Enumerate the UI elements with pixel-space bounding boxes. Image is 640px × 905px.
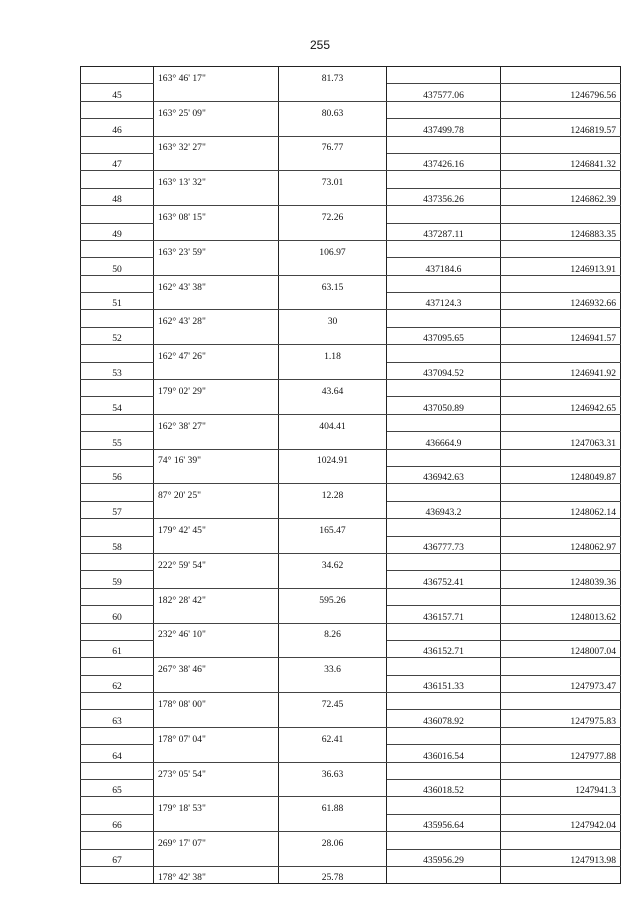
point-row [81, 710, 621, 727]
angle-cell [154, 258, 279, 275]
segment-row [81, 206, 621, 223]
distance-cell: 33.6 [279, 658, 387, 675]
segment-row [81, 310, 621, 327]
y-coordinate-cell: 1247942.04 [501, 814, 621, 831]
angle-cell [154, 397, 279, 414]
point-number-cell [81, 414, 154, 431]
angle-cell: 162° 38' 27" [154, 414, 279, 431]
point-row [81, 432, 621, 449]
point-row [81, 84, 621, 101]
distance-cell [279, 223, 387, 240]
x-coordinate-cell: 436157.71 [387, 606, 501, 623]
y-coordinate-cell [501, 658, 621, 675]
point-number-cell [81, 658, 154, 675]
y-coordinate-cell: 1248039.36 [501, 571, 621, 588]
distance-cell: 76.77 [279, 136, 387, 153]
distance-cell [279, 84, 387, 101]
y-coordinate-cell [501, 275, 621, 292]
x-coordinate-cell: 437095.65 [387, 327, 501, 344]
point-number-cell [81, 762, 154, 779]
point-number-cell [81, 240, 154, 257]
distance-cell: 63.15 [279, 275, 387, 292]
point-number-cell: 53 [81, 362, 154, 379]
angle-cell: 163° 46' 17" [154, 67, 279, 84]
x-coordinate-cell [387, 380, 501, 397]
angle-cell: 269° 17' 07" [154, 832, 279, 849]
y-coordinate-cell [501, 101, 621, 118]
angle-cell: 163° 13' 32" [154, 171, 279, 188]
segment-row [81, 588, 621, 605]
point-number-cell [81, 484, 154, 501]
distance-cell [279, 780, 387, 797]
angle-cell [154, 466, 279, 483]
x-coordinate-cell [387, 866, 501, 883]
x-coordinate-cell [387, 658, 501, 675]
x-coordinate-cell [387, 136, 501, 153]
distance-cell [279, 571, 387, 588]
point-row [81, 606, 621, 623]
distance-cell: 80.63 [279, 101, 387, 118]
x-coordinate-cell: 436777.73 [387, 536, 501, 553]
angle-cell: 179° 18' 53" [154, 797, 279, 814]
y-coordinate-cell [501, 240, 621, 257]
point-number-cell: 58 [81, 536, 154, 553]
distance-cell: 72.26 [279, 206, 387, 223]
y-coordinate-cell [501, 866, 621, 883]
point-number-cell [81, 553, 154, 570]
point-number-cell: 52 [81, 327, 154, 344]
point-row [81, 153, 621, 170]
segment-row [81, 240, 621, 257]
point-number-cell [81, 136, 154, 153]
segment-row [81, 623, 621, 640]
y-coordinate-cell [501, 310, 621, 327]
x-coordinate-cell: 435956.29 [387, 849, 501, 866]
angle-cell [154, 745, 279, 762]
point-number-cell [81, 866, 154, 883]
y-coordinate-cell: 1247973.47 [501, 675, 621, 692]
segment-row [81, 171, 621, 188]
point-number-cell: 50 [81, 258, 154, 275]
x-coordinate-cell: 437094.52 [387, 362, 501, 379]
segment-row [81, 380, 621, 397]
point-number-cell [81, 310, 154, 327]
distance-cell: 28.06 [279, 832, 387, 849]
point-number-cell: 65 [81, 780, 154, 797]
y-coordinate-cell: 1247975.83 [501, 710, 621, 727]
point-number-cell [81, 345, 154, 362]
point-number-cell: 60 [81, 606, 154, 623]
point-row [81, 501, 621, 518]
segment-row [81, 275, 621, 292]
point-number-cell [81, 206, 154, 223]
point-number-cell: 46 [81, 119, 154, 136]
x-coordinate-cell [387, 832, 501, 849]
x-coordinate-cell: 436943.2 [387, 501, 501, 518]
y-coordinate-cell [501, 206, 621, 223]
point-number-cell [81, 519, 154, 536]
x-coordinate-cell: 436151.33 [387, 675, 501, 692]
y-coordinate-cell [501, 67, 621, 84]
angle-cell: 74° 16' 39" [154, 449, 279, 466]
point-number-cell: 51 [81, 293, 154, 310]
point-row [81, 571, 621, 588]
angle-cell [154, 640, 279, 657]
segment-row [81, 136, 621, 153]
y-coordinate-cell [501, 136, 621, 153]
segment-row [81, 101, 621, 118]
distance-cell: 34.62 [279, 553, 387, 570]
distance-cell: 36.63 [279, 762, 387, 779]
segment-row [81, 797, 621, 814]
x-coordinate-cell [387, 797, 501, 814]
segment-row [81, 519, 621, 536]
x-coordinate-cell: 437499.78 [387, 119, 501, 136]
distance-cell [279, 710, 387, 727]
x-coordinate-cell [387, 310, 501, 327]
angle-cell [154, 536, 279, 553]
distance-cell [279, 640, 387, 657]
x-coordinate-cell [387, 519, 501, 536]
y-coordinate-cell [501, 519, 621, 536]
point-number-cell: 45 [81, 84, 154, 101]
point-number-cell [81, 693, 154, 710]
point-number-cell [81, 275, 154, 292]
angle-cell: 163° 25' 09" [154, 101, 279, 118]
angle-cell [154, 675, 279, 692]
y-coordinate-cell: 1246913.91 [501, 258, 621, 275]
segment-row [81, 693, 621, 710]
point-number-cell [81, 67, 154, 84]
x-coordinate-cell [387, 101, 501, 118]
segment-row [81, 866, 621, 883]
distance-cell [279, 153, 387, 170]
y-coordinate-cell [501, 832, 621, 849]
point-number-cell: 47 [81, 153, 154, 170]
distance-cell: 25.78 [279, 866, 387, 883]
angle-cell [154, 153, 279, 170]
y-coordinate-cell [501, 797, 621, 814]
point-row [81, 188, 621, 205]
point-row [81, 293, 621, 310]
distance-cell [279, 293, 387, 310]
y-coordinate-cell: 1248062.97 [501, 536, 621, 553]
point-row [81, 327, 621, 344]
x-coordinate-cell: 437287.11 [387, 223, 501, 240]
distance-cell: 165.47 [279, 519, 387, 536]
distance-cell: 1.18 [279, 345, 387, 362]
distance-cell: 1024.91 [279, 449, 387, 466]
y-coordinate-cell [501, 345, 621, 362]
coordinate-table-body [81, 67, 621, 884]
angle-cell: 178° 07' 04" [154, 727, 279, 744]
x-coordinate-cell [387, 588, 501, 605]
angle-cell: 232° 46' 10" [154, 623, 279, 640]
x-coordinate-cell [387, 762, 501, 779]
x-coordinate-cell [387, 553, 501, 570]
point-number-cell: 59 [81, 571, 154, 588]
page-number: 255 [309, 38, 331, 52]
point-number-cell: 62 [81, 675, 154, 692]
distance-cell: 595.26 [279, 588, 387, 605]
distance-cell: 72.45 [279, 693, 387, 710]
y-coordinate-cell: 1246932.66 [501, 293, 621, 310]
x-coordinate-cell [387, 414, 501, 431]
point-number-cell: 56 [81, 466, 154, 483]
angle-cell [154, 814, 279, 831]
y-coordinate-cell [501, 380, 621, 397]
point-row [81, 675, 621, 692]
angle-cell: 267° 38' 46" [154, 658, 279, 675]
segment-row [81, 832, 621, 849]
angle-cell [154, 188, 279, 205]
y-coordinate-cell: 1246941.57 [501, 327, 621, 344]
y-coordinate-cell: 1247977.88 [501, 745, 621, 762]
angle-cell: 163° 08' 15" [154, 206, 279, 223]
distance-cell [279, 362, 387, 379]
point-number-cell [81, 171, 154, 188]
x-coordinate-cell: 435956.64 [387, 814, 501, 831]
y-coordinate-cell: 1246841.32 [501, 153, 621, 170]
distance-cell: 73.01 [279, 171, 387, 188]
point-number-cell [81, 797, 154, 814]
point-number-cell: 67 [81, 849, 154, 866]
y-coordinate-cell [501, 171, 621, 188]
distance-cell: 43.64 [279, 380, 387, 397]
angle-cell: 163° 23' 59" [154, 240, 279, 257]
x-coordinate-cell [387, 484, 501, 501]
angle-cell [154, 571, 279, 588]
angle-cell: 182° 28' 42" [154, 588, 279, 605]
angle-cell: 273° 05' 54" [154, 762, 279, 779]
point-number-cell: 57 [81, 501, 154, 518]
distance-cell [279, 119, 387, 136]
x-coordinate-cell [387, 623, 501, 640]
angle-cell: 222° 59' 54" [154, 553, 279, 570]
point-row [81, 745, 621, 762]
distance-cell [279, 501, 387, 518]
distance-cell [279, 536, 387, 553]
distance-cell [279, 814, 387, 831]
x-coordinate-cell [387, 449, 501, 466]
angle-cell [154, 432, 279, 449]
x-coordinate-cell: 436016.54 [387, 745, 501, 762]
coordinate-table [80, 66, 621, 884]
angle-cell: 163° 32' 27" [154, 136, 279, 153]
y-coordinate-cell: 1247941.3 [501, 780, 621, 797]
angle-cell [154, 327, 279, 344]
angle-cell [154, 84, 279, 101]
y-coordinate-cell: 1246862.39 [501, 188, 621, 205]
y-coordinate-cell [501, 588, 621, 605]
y-coordinate-cell [501, 484, 621, 501]
angle-cell: 87° 20' 25" [154, 484, 279, 501]
segment-row [81, 658, 621, 675]
y-coordinate-cell [501, 693, 621, 710]
y-coordinate-cell [501, 553, 621, 570]
angle-cell: 179° 02' 29" [154, 380, 279, 397]
distance-cell [279, 745, 387, 762]
y-coordinate-cell: 1248007.04 [501, 640, 621, 657]
y-coordinate-cell: 1246941.92 [501, 362, 621, 379]
segment-row [81, 484, 621, 501]
point-row [81, 223, 621, 240]
angle-cell: 178° 08' 00" [154, 693, 279, 710]
distance-cell: 12.28 [279, 484, 387, 501]
x-coordinate-cell: 436942.63 [387, 466, 501, 483]
segment-row [81, 553, 621, 570]
x-coordinate-cell: 437050.89 [387, 397, 501, 414]
point-row [81, 780, 621, 797]
angle-cell [154, 780, 279, 797]
x-coordinate-cell: 436078.92 [387, 710, 501, 727]
distance-cell [279, 327, 387, 344]
point-row [81, 397, 621, 414]
x-coordinate-cell: 436664.9 [387, 432, 501, 449]
y-coordinate-cell: 1248062.14 [501, 501, 621, 518]
angle-cell: 162° 43' 28" [154, 310, 279, 327]
segment-row [81, 345, 621, 362]
point-row [81, 258, 621, 275]
segment-row [81, 727, 621, 744]
point-number-cell [81, 101, 154, 118]
distance-cell: 404.41 [279, 414, 387, 431]
y-coordinate-cell: 1248013.62 [501, 606, 621, 623]
point-number-cell: 49 [81, 223, 154, 240]
angle-cell [154, 710, 279, 727]
distance-cell [279, 606, 387, 623]
x-coordinate-cell [387, 240, 501, 257]
point-number-cell: 48 [81, 188, 154, 205]
x-coordinate-cell [387, 727, 501, 744]
point-number-cell: 54 [81, 397, 154, 414]
point-number-cell: 66 [81, 814, 154, 831]
angle-cell: 162° 43' 38" [154, 275, 279, 292]
point-number-cell [81, 623, 154, 640]
distance-cell [279, 849, 387, 866]
point-row [81, 119, 621, 136]
x-coordinate-cell: 437124.3 [387, 293, 501, 310]
x-coordinate-cell: 437356.26 [387, 188, 501, 205]
point-number-cell: 55 [81, 432, 154, 449]
distance-cell [279, 466, 387, 483]
x-coordinate-cell [387, 206, 501, 223]
distance-cell [279, 432, 387, 449]
point-number-cell: 61 [81, 640, 154, 657]
y-coordinate-cell [501, 623, 621, 640]
point-number-cell: 63 [81, 710, 154, 727]
point-number-cell [81, 727, 154, 744]
distance-cell: 8.26 [279, 623, 387, 640]
y-coordinate-cell: 1246796.56 [501, 84, 621, 101]
y-coordinate-cell [501, 727, 621, 744]
y-coordinate-cell [501, 414, 621, 431]
distance-cell [279, 258, 387, 275]
segment-row [81, 67, 621, 84]
angle-cell [154, 223, 279, 240]
y-coordinate-cell: 1246942.65 [501, 397, 621, 414]
distance-cell: 62.41 [279, 727, 387, 744]
x-coordinate-cell [387, 693, 501, 710]
point-number-cell: 64 [81, 745, 154, 762]
point-row [81, 536, 621, 553]
angle-cell: 179° 42' 45" [154, 519, 279, 536]
y-coordinate-cell: 1246819.57 [501, 119, 621, 136]
y-coordinate-cell [501, 762, 621, 779]
y-coordinate-cell [501, 449, 621, 466]
distance-cell [279, 397, 387, 414]
y-coordinate-cell: 1247063.31 [501, 432, 621, 449]
point-number-cell [81, 449, 154, 466]
x-coordinate-cell [387, 345, 501, 362]
point-number-cell [81, 380, 154, 397]
y-coordinate-cell: 1247913.98 [501, 849, 621, 866]
x-coordinate-cell: 436018.52 [387, 780, 501, 797]
angle-cell: 162° 47' 26" [154, 345, 279, 362]
point-number-cell [81, 588, 154, 605]
segment-row [81, 414, 621, 431]
distance-cell: 81.73 [279, 67, 387, 84]
x-coordinate-cell: 437577.06 [387, 84, 501, 101]
distance-cell: 30 [279, 310, 387, 327]
angle-cell [154, 293, 279, 310]
distance-cell [279, 675, 387, 692]
angle-cell [154, 362, 279, 379]
segment-row [81, 762, 621, 779]
x-coordinate-cell: 437184.6 [387, 258, 501, 275]
point-row [81, 466, 621, 483]
angle-cell [154, 849, 279, 866]
y-coordinate-cell: 1248049.87 [501, 466, 621, 483]
angle-cell: 178° 42' 38" [154, 866, 279, 883]
segment-row [81, 449, 621, 466]
x-coordinate-cell: 437426.16 [387, 153, 501, 170]
point-row [81, 362, 621, 379]
angle-cell [154, 119, 279, 136]
distance-cell: 61.88 [279, 797, 387, 814]
x-coordinate-cell: 436752.41 [387, 571, 501, 588]
point-row [81, 849, 621, 866]
x-coordinate-cell [387, 275, 501, 292]
y-coordinate-cell: 1246883.35 [501, 223, 621, 240]
point-row [81, 640, 621, 657]
angle-cell [154, 501, 279, 518]
x-coordinate-cell: 436152.71 [387, 640, 501, 657]
angle-cell [154, 606, 279, 623]
distance-cell [279, 188, 387, 205]
x-coordinate-cell [387, 67, 501, 84]
distance-cell: 106.97 [279, 240, 387, 257]
x-coordinate-cell [387, 171, 501, 188]
point-number-cell [81, 832, 154, 849]
point-row [81, 814, 621, 831]
